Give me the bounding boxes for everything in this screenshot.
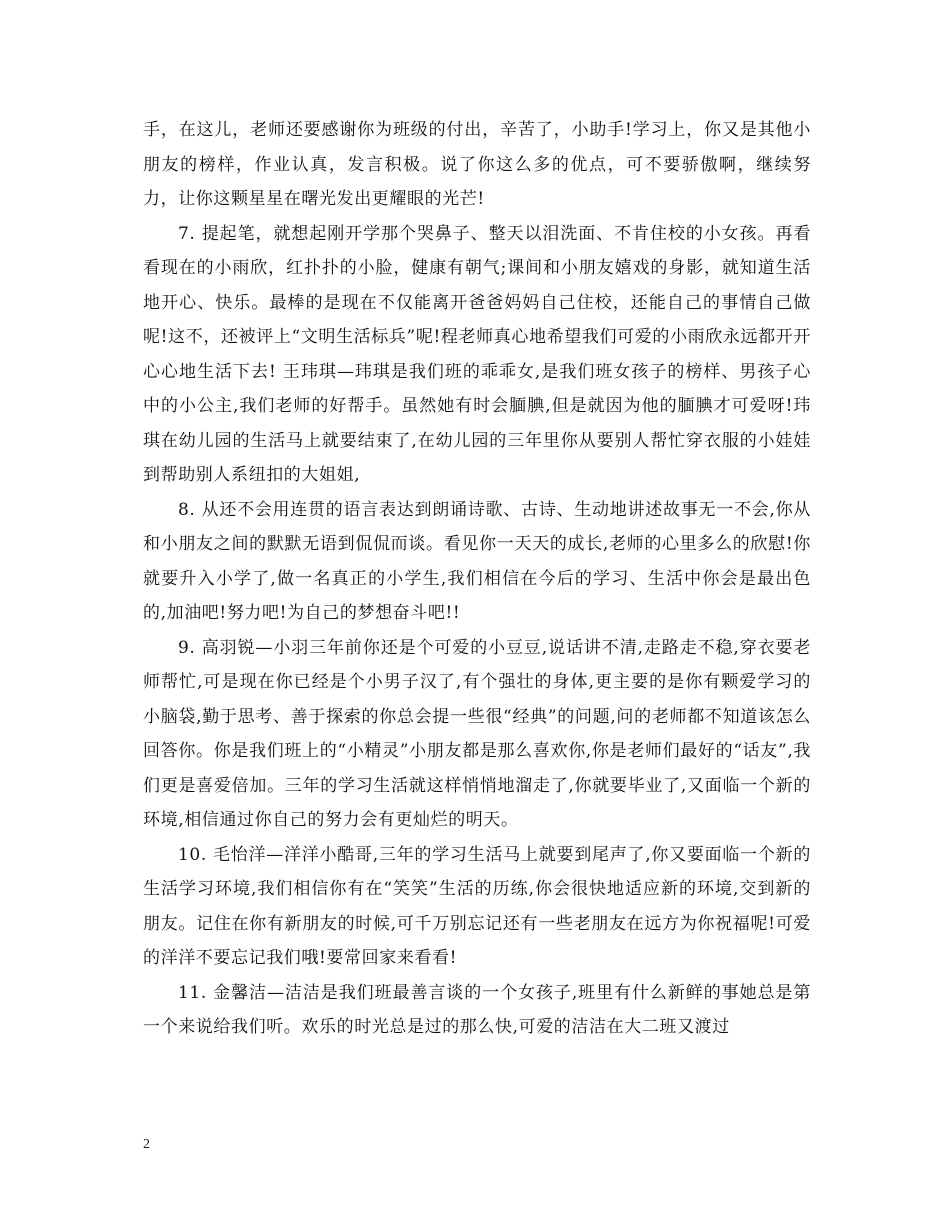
paragraph-item-7: 7. 提起笔，就想起刚开学那个哭鼻子、整天以泪洗面、不肯住校的小女孩。再看看现在的小雨欣，红扑扑的小脸，健康有朝气;课间和小朋友嬉戏的身影，就知道生活地开心、快乐。最棒的是现在不仅能离开爸爸妈妈自己住校，还能自己的事情自己做呢!这不，还被评上“文明生活标兵”呢!程老师真心地希望我们可爱的小雨欣永远都开开心心地生活下去! 王玮琪—玮琪是我们班的乖乖女,是我们班女孩子的榜样、男孩子心中的小公主,我们老师的好帮手。虽然她有时会腼腆,但是就因为他的腼腆才可爱呀!玮琪在幼儿园的生活马上就要结束了,在幼儿园的三年里你从要别人帮忙穿衣服的小娃娃到帮助别人系纽扣的大姐姐, — [143, 223, 811, 485]
paragraph-item-8: 8. 从还不会用连贯的语言表达到朗诵诗歌、古诗、生动地讲述故事无一不会,你从和小朋友之间的默默无语到侃侃而谈。看见你一天天的成长,老师的心里多么的欣慰!你就要升入小学了,做一名真正的小学生,我们相信在今后的学习、生活中你会是最出色的,加油吧!努力吧!为自己的梦想奋斗吧!! — [143, 499, 811, 623]
page-number: 2 — [143, 1137, 150, 1152]
paragraph-item-10: 10. 毛怡洋—洋洋小酷哥,三年的学习生活马上就要到尾声了,你又要面临一个新的生活学习环境,我们相信你有在“笑笑”生活的历练,你会很快地适应新的环境,交到新的朋友。记住在你有新朋友的时候,可千万别忘记还有一些老朋友在远方为你祝福呢!可爱的洋洋不要忘记我们哦!要常回家来看看! — [143, 844, 811, 968]
paragraph-item-11: 11. 金馨洁—洁洁是我们班最善言谈的一个女孩子,班里有什么新鲜的事她总是第一个来说给我们听。欢乐的时光总是过的那么快,可爱的洁洁在大二班又渡过 — [143, 982, 811, 1037]
paragraph-intro-continuation: 手，在这儿，老师还要感谢你为班级的付出，辛苦了，小助手!学习上，你又是其他小朋友的榜样，作业认真，发言积极。说了你这么多的优点，可不要骄傲啊，继续努力，让你这颗星星在曙光发出更耀眼的光芒! — [143, 120, 811, 209]
paragraph-item-9: 9. 高羽锐—小羽三年前你还是个可爱的小豆豆,说话讲不清,走路走不稳,穿衣要老师帮忙,可是现在你已经是个小男子汉了,有个强壮的身体,更主要的是你有颗爱学习的小脑袋,勤于思考、善于探索的你总会提一些很“经典”的问题,问的老师都不知道该怎么回答你。你是我们班上的“小精灵”小朋友都是那么喜欢你,你是老师们最好的“话友”,我们更是喜爱倍加。三年的学习生活就这样悄悄地溜走了,你就要毕业了,又面临一个新的环境,相信通过你自己的努力会有更灿烂的明天。 — [143, 637, 811, 830]
document-body — [143, 113, 811, 1045]
